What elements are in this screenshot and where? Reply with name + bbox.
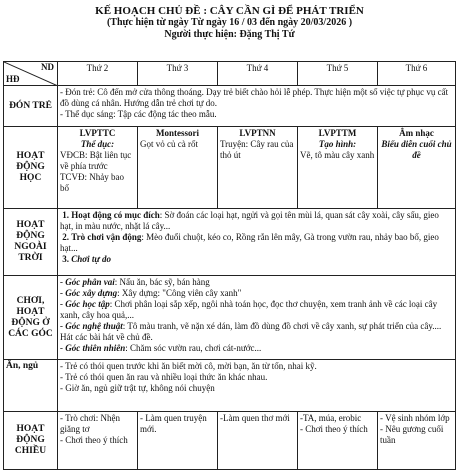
- list-item: - Nêu gương cuối tuần: [380, 424, 444, 445]
- list-item: 1. Hoạt động có mục đích: Sờ đoán các loại hạt, ngửi và gọi tên mùi lá, quan sát cây xoài, cây sấu, gieo hạt, in màu nước, nhặt lá cây...: [60, 210, 439, 231]
- an-ngu-content: [58, 360, 456, 412]
- hoc-thu5-head: LVPTTM: [318, 128, 357, 138]
- hoc-thu2-line: TCVĐ: Nhảy bao bố: [60, 172, 124, 193]
- document-dates: (Thực hiện từ ngày Từ ngày 16 / 03 đến ngày 20/03/2026 ): [106, 17, 353, 28]
- list-item: - Vệ sinh nhóm lớp: [380, 413, 450, 423]
- row-label-hoat-dong-hoc: HOẠT ĐỘNG HỌC: [4, 127, 58, 209]
- corner-bottom-label: HĐ: [6, 74, 20, 84]
- row-label-chieu: HOẠT ĐỘNG CHIỀU: [4, 412, 58, 470]
- hoc-thu6-sub: Biểu diễn cuối chủ đề: [381, 139, 452, 160]
- list-item: -TA, múa, erobic: [300, 413, 362, 423]
- list-item: - Chơi theo ý thích: [60, 435, 128, 445]
- row-hoat-dong-hoc: [4, 127, 456, 209]
- list-item: 3. Chơi tự do: [62, 254, 111, 264]
- corner-top-label: ND: [41, 62, 54, 72]
- list-item: - Góc nghệ thuật: Tô màu tranh, vẽ nặn xé dán, làm đồ dùng đồ chơi về cây xanh, sự phát triển của cây.... Hát các bài hát về chủ đề.: [60, 321, 442, 342]
- hoc-thu5-line: Vẽ, tô màu cây xanh: [300, 150, 375, 160]
- list-item: 2. Trò chơi vận động: Mèo đuổi chuột, kéo co, Rồng rắn lên mây, Gà trong vườn rau, nhảy bao bố, gieo hạt...: [60, 232, 439, 253]
- hoc-thu5-line: Tạo hình:: [318, 139, 357, 149]
- ngoai-troi-content: [58, 209, 456, 276]
- row-label-don-tre: ĐÓN TRẺ: [4, 86, 58, 127]
- hoc-thu2-sub: Thể dục:: [80, 139, 115, 149]
- day-header-thu5: Thứ 5: [298, 62, 378, 86]
- list-item: - Trẻ có thói quen trước khi ăn biết mời cô, mời bạn, ăn từ tốn, nhai kỹ.: [60, 361, 317, 371]
- day-header-row: [4, 62, 456, 86]
- list-item: -Làm quen thơ mới: [220, 413, 290, 423]
- hoc-thu5-cell: [298, 127, 378, 209]
- row-ngoai-troi: [4, 209, 456, 276]
- list-item: - Góc thiên nhiên: Chăm sóc vườn rau, chơi cát-nước...: [60, 343, 262, 353]
- list-item: - Góc xây dựng: Xây dựng: "Công viên cây xanh": [60, 288, 242, 298]
- row-choi-o-goc: [4, 276, 456, 360]
- list-item: - Chơi theo ý thích: [300, 424, 368, 434]
- hoc-thu2-line: VĐCB: Bật liên tục về phía trước: [60, 150, 132, 171]
- chieu-thu4-cell: [218, 412, 298, 470]
- don-tre-line: - Thể dục sáng: Tập các động tác theo mẫu.: [60, 109, 217, 119]
- list-item: - Góc học tập: Chơi phân loại sắp xếp, ngôi nhà toán học, đọc thơ chuyện, xem tranh ảnh về các loại cây xanh, cây hoa quả,...: [60, 299, 438, 320]
- row-label-ngoai-troi: HOẠT ĐỘNG NGOÀI TRỜI: [4, 209, 58, 276]
- corner-cell: [4, 62, 58, 86]
- row-label-choi-o-goc: CHƠI, HOẠT ĐỘNG Ở CÁC GÓC: [4, 276, 58, 360]
- hoc-thu2-head: LVPTTC: [79, 128, 116, 138]
- day-header-thu3: Thứ 3: [138, 62, 218, 86]
- document-title: KẾ HOẠCH CHỦ ĐỀ : CÂY CẦN GÌ ĐỂ PHÁT TRIỂN: [95, 5, 364, 17]
- list-item: - Trò chơi: Nhện giăng tơ: [60, 413, 121, 434]
- row-label-an-ngu: Ăn, ngủ: [4, 360, 58, 412]
- chieu-thu6-cell: [378, 412, 456, 470]
- hoc-thu4-line: Truyện: Cây rau của thỏ út: [220, 139, 294, 160]
- day-header-thu6: Thứ 6: [378, 62, 456, 86]
- don-tre-line: - Đón trẻ: Cô đến mở cửa thông thoáng. Dạy trẻ biết chào hỏi lễ phép. Thực hiện một số việc tự phục vụ cất đồ dùng cá nhân. Hướng dẫn trẻ chơi tự do.: [60, 87, 449, 108]
- document-author: Người thực hiện: Đặng Thị Tứ: [164, 29, 295, 40]
- row-don-tre: [4, 86, 456, 127]
- row-hoat-dong-chieu: [4, 412, 456, 470]
- list-item: - Giờ ăn, ngủ giữ trật tự, không nói chuyện: [60, 383, 215, 393]
- list-item: - Làm quen truyện mới.: [140, 413, 207, 434]
- plan-table: [3, 61, 456, 470]
- chieu-thu5-cell: [298, 412, 378, 470]
- hoc-thu6-cell: [378, 127, 456, 209]
- day-header-thu4: Thứ 4: [218, 62, 298, 86]
- choi-o-goc-content: [58, 276, 456, 360]
- hoc-thu3-head: Montessori: [156, 128, 199, 138]
- row-an-ngu: [4, 360, 456, 412]
- hoc-thu3-cell: [138, 127, 218, 209]
- hoc-thu4-cell: [218, 127, 298, 209]
- chieu-thu3-cell: [138, 412, 218, 470]
- day-header-thu2: Thứ 2: [58, 62, 138, 86]
- don-tre-content: [58, 86, 456, 127]
- document-header: [0, 0, 459, 41]
- hoc-thu3-line: Gọt vỏ củ cà rốt: [140, 139, 198, 149]
- hoc-thu4-head: LVPTNN: [239, 128, 276, 138]
- list-item: - Góc phân vai: Nấu ăn, bác sỹ, bán hàng: [60, 277, 210, 287]
- chieu-thu2-cell: [58, 412, 138, 470]
- list-item: - Trẻ có thói quen ăn rau và nhiều loại thức ăn khác nhau.: [60, 372, 268, 382]
- hoc-thu2-cell: [58, 127, 138, 209]
- hoc-thu6-head: Âm nhạc: [399, 128, 434, 138]
